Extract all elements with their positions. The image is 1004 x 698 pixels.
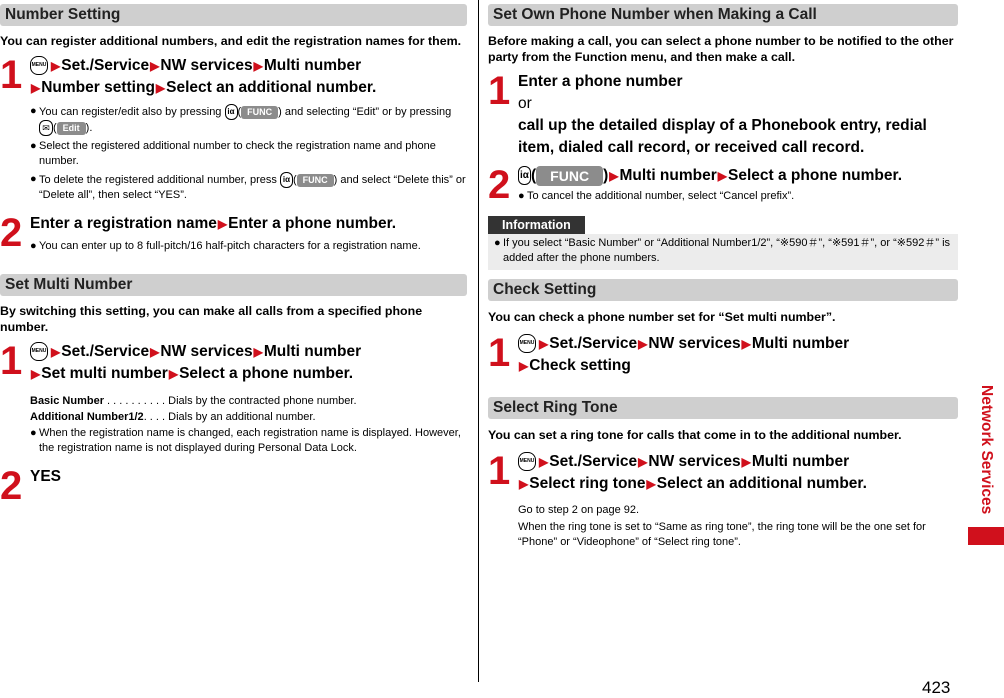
section-title: Select Ring Tone [493, 399, 618, 416]
arrow-icon: ▶ [51, 59, 61, 73]
menu-key-icon: MENU [518, 334, 536, 353]
arrow-icon: ▶ [217, 217, 228, 231]
i-alpha-key-icon: iα [225, 104, 238, 120]
paren: ) [278, 105, 282, 118]
step-number: 1 [0, 53, 23, 97]
information-content [488, 234, 958, 270]
func-softkey-icon: FUNC [297, 174, 334, 187]
definition-desc: Dials by an additional number. [168, 411, 316, 423]
definition-additional-number [30, 409, 467, 425]
step-text: Select a phone number. [179, 365, 354, 382]
information-box [488, 216, 958, 270]
step-instruction [518, 451, 958, 495]
note-goto: Go to step 2 on page 92. [518, 504, 640, 516]
arrow-icon: ▶ [150, 59, 160, 73]
number-setting-step-2 [0, 213, 467, 254]
bullet-text: If you select “Basic Number” or “Additional Number1/2”, “※590＃”, “※591＃”, or “※592＃” is added after the phone numbers. [503, 237, 951, 264]
arrow-icon: ▶ [638, 337, 648, 351]
step-text: YES [30, 468, 62, 485]
step-instruction [518, 71, 958, 159]
paren: ) [603, 167, 609, 184]
step-text: call up the detailed display of a Phonebook entry, redial item, dialed call record, or received call record. [518, 117, 927, 156]
step-number: 2 [0, 464, 23, 508]
bullet-item [30, 139, 467, 169]
select-ring-tone-intro: You can set a ring tone for calls that come in to the additional number. [488, 428, 902, 442]
step-text: Multi number [619, 167, 717, 184]
definition-term: Additional Number1/2 [30, 411, 144, 423]
paren: ( [237, 105, 242, 118]
note-ring-tone: When the ring tone is set to “Same as ring tone”, the ring tone will be the one set for “Phone” or “Videophone” of “Select ring tone”. [518, 521, 926, 548]
step-number: 1 [488, 69, 511, 113]
bullet-icon: ● [494, 237, 501, 249]
step-text: Multi number [263, 343, 362, 360]
arrow-icon: ▶ [717, 169, 728, 183]
side-tab-marker [968, 527, 1004, 545]
step-instruction [518, 165, 958, 187]
bullet-item [30, 104, 467, 136]
step-number: 1 [0, 339, 23, 383]
column-divider [478, 0, 479, 682]
arrow-icon: ▶ [31, 367, 41, 381]
leader-dots: . . . . . . . . . . [103, 395, 169, 407]
bullet-text: Select the registered additional number to check the registration name and phone number. [39, 140, 436, 167]
step-text: Select ring tone [529, 475, 646, 492]
step-text: Multi number [751, 453, 850, 470]
own-number-step-1 [488, 71, 958, 159]
step-text: Enter a registration name [30, 215, 217, 232]
step-text: NW services [160, 343, 253, 360]
edit-softkey-icon: Edit [57, 122, 86, 135]
select-ring-tone-header [488, 397, 958, 419]
bullet-text: and select “Delete this” or “Delete all”, then select “YES”. [39, 173, 466, 201]
section-title: Check Setting [493, 281, 597, 298]
paren: ( [53, 121, 57, 134]
select-ring-tone-step-1 [488, 451, 958, 550]
step-text: Set./Service [549, 453, 638, 470]
step-instruction [518, 333, 958, 377]
arrow-icon: ▶ [539, 337, 549, 351]
arrow-icon: ▶ [741, 455, 751, 469]
own-number-header [488, 4, 958, 26]
section-title: Number Setting [5, 6, 121, 23]
step-number: 1 [488, 449, 511, 493]
menu-key-icon: MENU [518, 452, 536, 471]
step-number: 2 [0, 211, 23, 255]
func-softkey-icon: FUNC [536, 166, 603, 186]
information-tag: Information [488, 216, 585, 234]
set-multi-number-header [0, 274, 467, 296]
step-text: Set multi number [41, 365, 168, 382]
step-number: 1 [488, 331, 511, 375]
bullet-icon: ● [518, 190, 525, 202]
section-title: Set Own Phone Number when Making a Call [493, 6, 817, 23]
arrow-icon: ▶ [638, 455, 648, 469]
right-column [488, 4, 958, 550]
section-title: Set Multi Number [5, 276, 133, 293]
step-text: Check setting [529, 357, 631, 374]
arrow-icon: ▶ [150, 345, 160, 359]
step-text: Number setting [41, 79, 155, 96]
leader-dots: . . . . [143, 411, 169, 423]
set-multi-number-intro: By switching this setting, you can make all calls from a specified phone number. [0, 304, 423, 334]
arrow-icon: ▶ [31, 81, 41, 95]
step-text: NW services [648, 335, 741, 352]
bullet-text: You can register/edit also by pressing [39, 105, 222, 118]
arrow-icon: ▶ [51, 345, 61, 359]
bullet-text: When the registration name is changed, each registration name is displayed. However, the registration name is not displayed during Personal Data Lock. [39, 427, 461, 454]
bullet-text: To cancel the additional number, select “Cancel prefix”. [527, 190, 795, 202]
i-alpha-key-icon: iα [518, 166, 531, 185]
set-multi-number-step-2 [0, 464, 467, 508]
definition-term: Basic Number [30, 395, 104, 407]
arrow-icon: ▶ [519, 477, 529, 491]
i-alpha-key-icon: iα [280, 172, 293, 188]
bullet-text: You can enter up to 8 full-pitch/16 half-pitch characters for a registration name. [39, 240, 421, 252]
step-text: Select an additional number. [656, 475, 867, 492]
step-text: Enter a phone number. [228, 215, 397, 232]
mail-key-icon: ✉ [39, 120, 53, 136]
arrow-icon: ▶ [155, 81, 166, 95]
number-setting-intro: You can register additional numbers, and edit the registration names for them. [0, 34, 462, 48]
own-number-step-2 [488, 163, 958, 207]
step-text: Multi number [751, 335, 850, 352]
bullet-icon: ● [30, 140, 37, 152]
paren: ( [531, 167, 537, 184]
bullet-icon: ● [30, 240, 37, 252]
bullet-icon: ● [30, 427, 37, 439]
step-text: Multi number [263, 57, 362, 74]
paren: ). [85, 121, 93, 134]
check-setting-step-1 [488, 333, 958, 377]
step-text: Set./Service [61, 57, 150, 74]
number-setting-header [0, 4, 467, 26]
side-tab-label: Network Services [978, 385, 995, 515]
step-instruction [30, 466, 467, 488]
step-text: Set./Service [61, 343, 150, 360]
bullet-icon: ● [30, 105, 37, 117]
menu-key-icon: MENU [30, 56, 48, 75]
step-number: 2 [488, 163, 511, 207]
func-softkey-icon: FUNC [241, 106, 278, 119]
bullet-text: and selecting “Edit” or by pressing [284, 105, 452, 118]
side-tab [968, 375, 1004, 525]
arrow-icon: ▶ [253, 59, 263, 73]
left-column [0, 4, 467, 508]
definition-desc: Dials by the contracted phone number. [168, 395, 357, 407]
arrow-icon: ▶ [253, 345, 263, 359]
step-or-text: or [518, 95, 532, 112]
arrow-icon: ▶ [519, 359, 529, 373]
paren: ) [333, 173, 338, 186]
arrow-icon: ▶ [741, 337, 751, 351]
bullet-item [30, 172, 467, 203]
arrow-icon: ▶ [609, 169, 619, 183]
menu-key-icon: MENU [30, 342, 48, 361]
number-setting-step-1 [0, 55, 467, 203]
step-text: NW services [648, 453, 741, 470]
bullet-item [518, 189, 958, 204]
step-text: Select an additional number. [166, 79, 377, 96]
definition-basic-number [30, 393, 467, 409]
step-instruction [30, 341, 467, 385]
step-text: Enter a phone number [518, 73, 683, 90]
step-text: Set./Service [549, 335, 638, 352]
check-setting-header [488, 279, 958, 301]
bullet-text: To delete the registered additional number, press [39, 173, 277, 186]
arrow-icon: ▶ [539, 455, 549, 469]
step-text: Select a phone number. [728, 167, 903, 184]
step-text: NW services [160, 57, 253, 74]
bullet-item [494, 236, 954, 266]
check-setting-intro: You can check a phone number set for “Set multi number”. [488, 310, 836, 324]
bullet-item [30, 239, 467, 254]
page-number: 423 [922, 678, 951, 697]
step-instruction [30, 55, 467, 99]
bullet-icon: ● [30, 173, 37, 185]
set-multi-number-step-1 [0, 341, 467, 456]
definition-list [30, 393, 467, 425]
bullet-item [30, 426, 467, 456]
arrow-icon: ▶ [646, 477, 656, 491]
own-number-intro: Before making a call, you can select a phone number to be notified to the other party from the Function menu, and then make a call. [488, 34, 954, 64]
step-instruction [30, 213, 467, 235]
paren: ( [292, 173, 297, 186]
arrow-icon: ▶ [168, 367, 179, 381]
